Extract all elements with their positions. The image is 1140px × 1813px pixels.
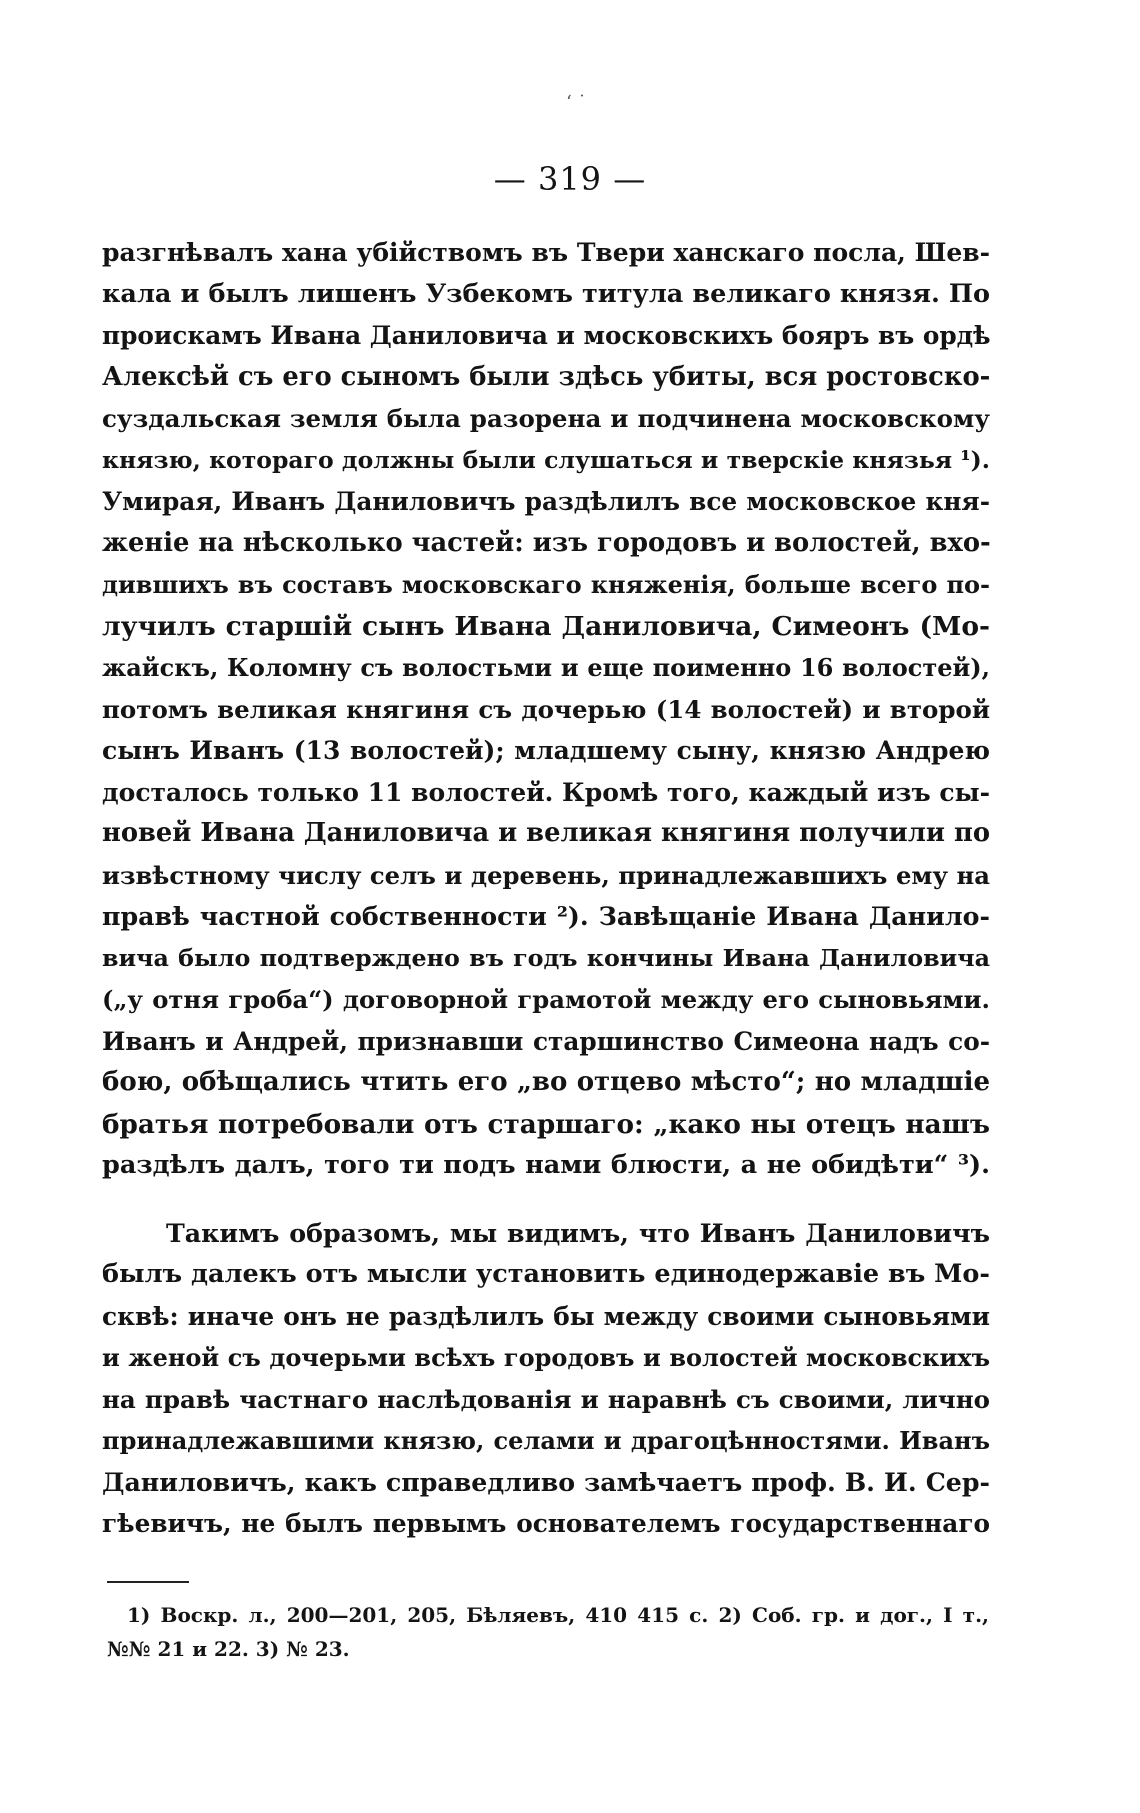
footnote-divider [107, 1581, 189, 1583]
text-line: Такимъ образомъ, мы видимъ, что Иванъ Даниловичъ [166, 1217, 990, 1248]
text-line: досталось только 11 волостей. Кромѣ того, каждый изъ сы- [102, 777, 991, 807]
text-line: Даниловичъ, какъ справедливо замѣчаетъ проф. В. И. Сер- [102, 1466, 990, 1497]
text-line: былъ далекъ отъ мысли установить единодержавіе въ Мо- [102, 1259, 990, 1289]
footnote-line: №№ 21 и 22. 3) № 23. [107, 1637, 350, 1661]
text-line: раздѣлъ далъ, того ти подъ нами блюсти, а не обидѣти“ ³). [102, 1150, 990, 1180]
footnote-line: 1) Воскр. л., 200—201, 205, Бѣляевъ, 410 415 с. 2) Соб. гр. и дог., I т., [127, 1603, 989, 1627]
text-line: принадлежавшими князю, селами и драгоцѣнностями. Иванъ [102, 1426, 990, 1455]
text-line: жайскъ, Коломну съ волостьми и еще поименно 16 волостей), [102, 653, 990, 682]
text-line: („у отня гроба“) договорной грамотой между его сыновьями. [102, 985, 990, 1014]
text-line: гѣевичъ, не былъ первымъ основателемъ государственнаго [102, 1509, 990, 1538]
text-line: кала и былъ лишенъ Узбекомъ титула великаго князя. По [102, 278, 990, 309]
text-line: и женой съ дочерьми всѣхъ городовъ и волостей московскихъ [102, 1343, 990, 1372]
text-line: правѣ частной собственности ²). Завѣщаніе Ивана Данило- [102, 901, 990, 931]
text-line: братья потребовали отъ старшаго: „како ны отецъ нашъ [102, 1108, 990, 1140]
text-line: князю, котораго должны были слушаться и тверскіе князья ¹). [102, 445, 990, 474]
text-line: извѣстному числу селъ и деревень, принадлежавшихъ ему на [102, 860, 990, 890]
text-line: Умирая, Иванъ Даниловичъ раздѣлилъ все московское кня- [102, 487, 990, 516]
text-line: Иванъ и Андрей, признавши старшинство Симеона надъ со- [102, 1026, 990, 1056]
main-text [102, 232, 990, 1545]
text-line: проискамъ Ивана Даниловича и московскихъ бояръ въ ордѣ [102, 321, 991, 350]
text-line: вича было подтверждено въ годъ кончины Ивана Даниловича [102, 943, 990, 972]
text-line: суздальская земля была разорена и подчинена московскому [102, 404, 990, 433]
paragraph-2 [102, 1213, 990, 1545]
text-line: разгнѣвалъ хана убійствомъ въ Твери ханскаго посла, Шев- [102, 238, 990, 267]
text-line: бою, обѣщались чтить его „во отцево мѣсто“; но младшіе [102, 1067, 990, 1097]
text-line: на правѣ частнаго наслѣдованія и наравнѣ съ своими, лично [102, 1384, 990, 1414]
text-line: Алексѣй съ его сыномъ были здѣсь убиты, вся ростовско- [102, 361, 991, 392]
text-line: дившихъ въ составъ московскаго княженія, больше всего по- [102, 570, 990, 599]
text-line: потомъ великая княгиня съ дочерью (14 волостей) и второй [102, 694, 990, 724]
paragraph-1 [102, 232, 990, 1187]
text-line: сынъ Иванъ (13 волостей); младшему сыну, князю Андрею [102, 736, 990, 765]
paragraph-gap [102, 1187, 990, 1213]
printing-speck: ʻ ˙ [566, 92, 587, 113]
text-line: лучилъ старшій сынъ Ивана Даниловича, Симеонъ (Мо- [102, 610, 990, 642]
text-line: новей Ивана Даниловича и великая княгиня получили по [102, 818, 990, 848]
footnotes [107, 1598, 989, 1666]
text-line: женіе на нѣсколько частей: изъ городовъ и волостей, вхо- [102, 527, 991, 558]
page-number: — 319 — [493, 160, 647, 198]
text-line: сквѣ: иначе онъ не раздѣлилъ бы между своими сыновьями [102, 1301, 990, 1331]
